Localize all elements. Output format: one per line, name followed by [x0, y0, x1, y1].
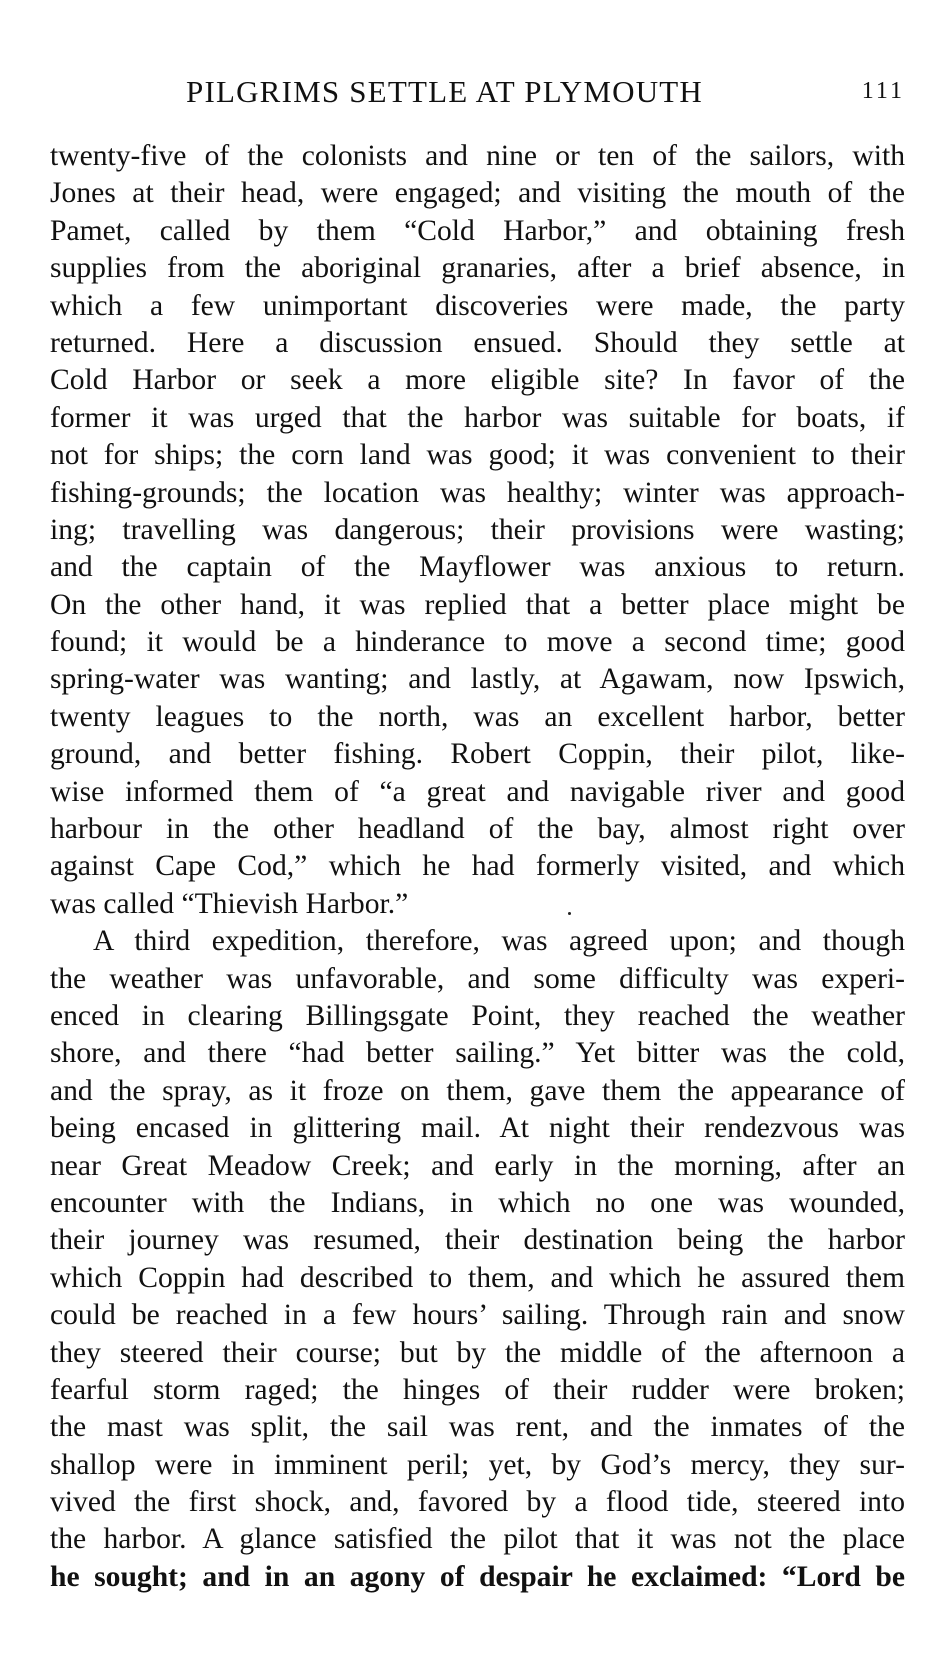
- page-number: 111: [861, 78, 905, 104]
- text-line: On the other hand, it was replied that a better place might be: [50, 588, 905, 621]
- text-line: found; it would be a hinderance to move a second time; good: [50, 626, 905, 659]
- text-line: and the spray, as it froze on them, gave them the appearance of: [50, 1074, 905, 1107]
- text-line: Pamet, called by them “Cold Harbor,” and obtaining fresh: [50, 214, 905, 247]
- ink-speck: [568, 912, 571, 915]
- text-line: harbour in the other headland of the bay, almost right over: [50, 813, 905, 846]
- text-line: shore, and there “had better sailing.” Yet bitter was the cold,: [50, 1037, 905, 1070]
- text-line: the mast was split, the sail was rent, and the inmates of the: [50, 1411, 905, 1444]
- text-line: supplies from the aboriginal granaries, after a brief absence, in: [50, 252, 905, 285]
- text-line: former it was urged that the harbor was suitable for boats, if: [50, 401, 905, 434]
- text-line: was called “Thievish Harbor.”: [50, 887, 409, 920]
- text-line: Cold Harbor or seek a more eligible site? In favor of the: [50, 364, 905, 397]
- text-line: could be reached in a few hours’ sailing. Through rain and snow: [50, 1299, 905, 1332]
- text-line: near Great Meadow Creek; and early in the morning, after an: [50, 1149, 905, 1182]
- text-line: which Coppin had described to them, and which he assured them: [50, 1261, 905, 1294]
- text-line: spring-water was wanting; and lastly, at Agawam, now Ipswich,: [50, 663, 905, 696]
- text-line: their journey was resumed, their destination being the harbor: [50, 1224, 905, 1257]
- text-line: twenty-five of the colonists and nine or ten of the sailors, with: [50, 140, 905, 172]
- text-line: fishing-grounds; the location was healthy; winter was approach-: [50, 476, 905, 509]
- text-line: returned. Here a discussion ensued. Should they settle at: [50, 326, 905, 359]
- text-line: wise informed them of “a great and navigable river and good: [50, 775, 905, 808]
- paragraph-1: [50, 138, 905, 923]
- text-line: which a few unimportant discoveries were made, the party: [50, 289, 905, 322]
- paragraph-2: [50, 923, 905, 1596]
- text-line: twenty leagues to the north, was an excellent harbor, better: [50, 700, 905, 733]
- text-line: and the captain of the Mayflower was anxious to return.: [50, 551, 905, 584]
- text-line: the weather was unfavorable, and some difficulty was experi-: [50, 962, 905, 995]
- text-line: ground, and better fishing. Robert Coppin, their pilot, like-: [50, 738, 905, 771]
- text-line: he sought; and in an agony of despair he exclaimed: “Lord be: [50, 1560, 905, 1593]
- text-line: A third expedition, therefore, was agreed upon; and though: [93, 925, 905, 958]
- text-line: the harbor. A glance satisfied the pilot that it was not the place: [50, 1523, 905, 1556]
- text-line: not for ships; the corn land was good; it was convenient to their: [50, 439, 905, 472]
- text-line: Jones at their head, were engaged; and visiting the mouth of the: [50, 177, 905, 210]
- text-line: against Cape Cod,” which he had formerly visited, and which: [50, 850, 905, 883]
- text-line: vived the first shock, and, favored by a flood tide, steered into: [50, 1486, 905, 1519]
- text-line: they steered their course; but by the middle of the afternoon a: [50, 1336, 905, 1369]
- text-line: being encased in glittering mail. At night their rendezvous was: [50, 1112, 905, 1145]
- text-line: encounter with the Indians, in which no one was wounded,: [50, 1186, 905, 1219]
- running-header: [50, 74, 905, 114]
- text-line: enced in clearing Billingsgate Point, they reached the weather: [50, 999, 905, 1032]
- body-text: [50, 138, 905, 1596]
- text-line: ing; travelling was dangerous; their provisions were wasting;: [50, 513, 905, 546]
- text-line: fearful storm raged; the hinges of their rudder were broken;: [50, 1373, 905, 1406]
- text-line: shallop were in imminent peril; yet, by God’s mercy, they sur-: [50, 1448, 905, 1481]
- running-title: PILGRIMS SETTLE AT PLYMOUTH: [186, 74, 704, 109]
